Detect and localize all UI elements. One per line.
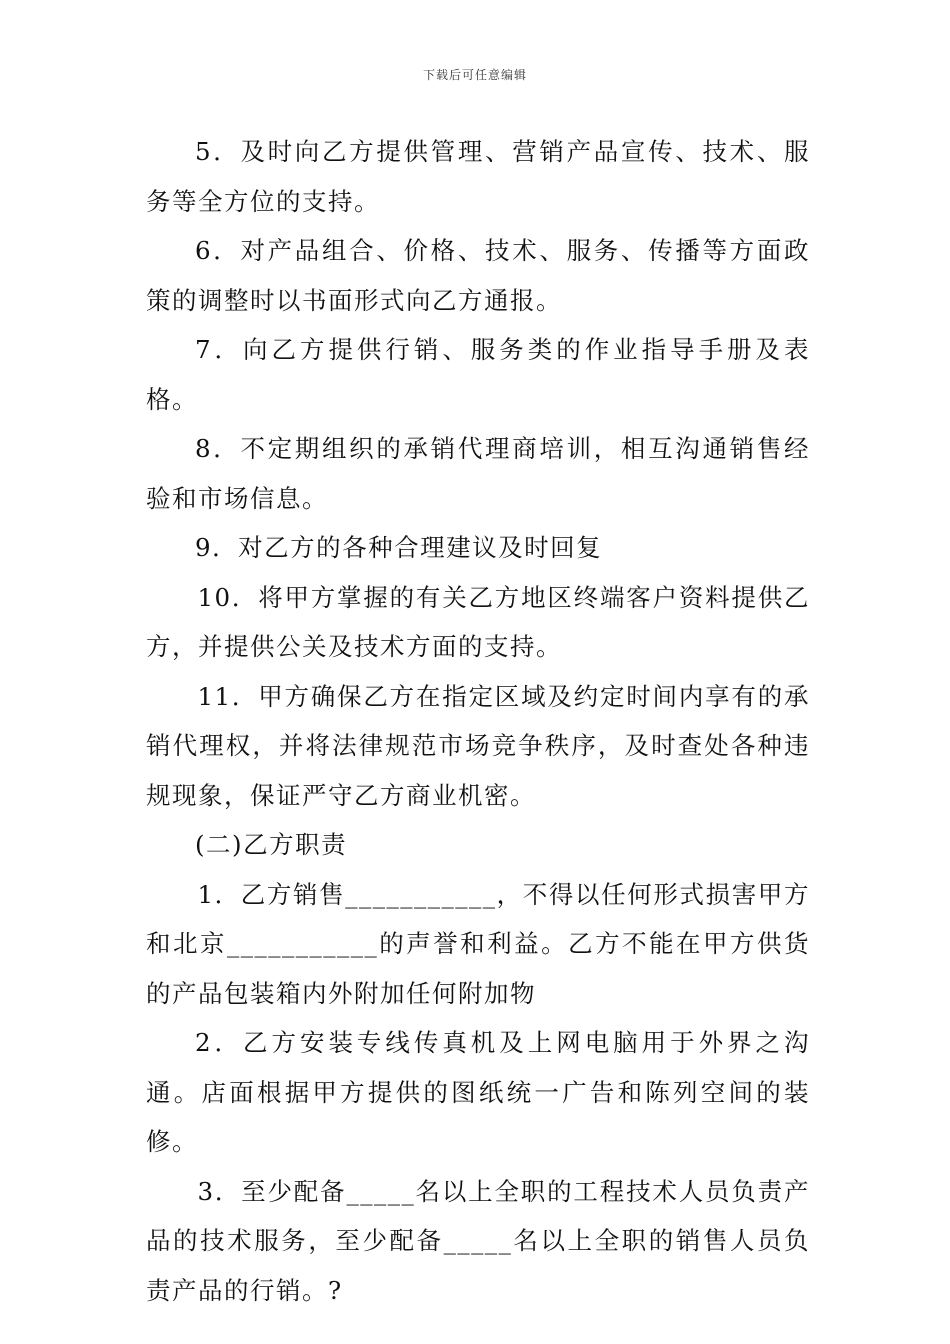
clause-8: 8．不定期组织的承销代理商培训，相互沟通销售经验和市场信息。 bbox=[146, 434, 810, 513]
clause-9: 9．对乙方的各种合理建议及时回复 bbox=[195, 533, 603, 562]
clause-11: 11．甲方确保乙方在指定区域及约定时间内享有的承销代理权，并将法律规范市场竞争秩序，及时查处各种违规现象，保证严守乙方商业机密。 bbox=[146, 681, 810, 810]
section-heading-party-b-duties: (二)乙方职责 bbox=[195, 830, 348, 859]
clause-6: 6．对产品组合、价格、技术、服务、传播等方面政策的调整时以书面形式向乙方通报。 bbox=[146, 236, 810, 315]
clause-7: 7．向乙方提供行销、服务类的作业指导手册及表格。 bbox=[146, 335, 810, 414]
clause-10: 10．将甲方掌握的有关乙方地区终端客户资料提供乙方，并提供公关及技术方面的支持。 bbox=[146, 582, 810, 661]
header-note: 下载后可任意编辑 bbox=[422, 68, 527, 82]
clause-5: 5．及时向乙方提供管理、营销产品宣传、技术、服务等全方位的支持。 bbox=[146, 137, 810, 216]
party-b-clause-2: 2．乙方安装专线传真机及上网电脑用于外界之沟通。店面根据甲方提供的图纸统一广告和陈列空间的装修。 bbox=[146, 1028, 810, 1156]
document-body bbox=[146, 127, 810, 1315]
party-b-clause-3: 3．至少配备_____名以上全职的工程技术人员负责产品的技术服务，至少配备_____名以上全职的销售人员负责产品的行销。? bbox=[146, 1176, 810, 1305]
party-b-clause-1: 1．乙方销售___________，不得以任何形式损害甲方和北京___________的声誉和利益。乙方不能在甲方供货的产品包装箱内外附加任何附加物 bbox=[146, 879, 810, 1008]
